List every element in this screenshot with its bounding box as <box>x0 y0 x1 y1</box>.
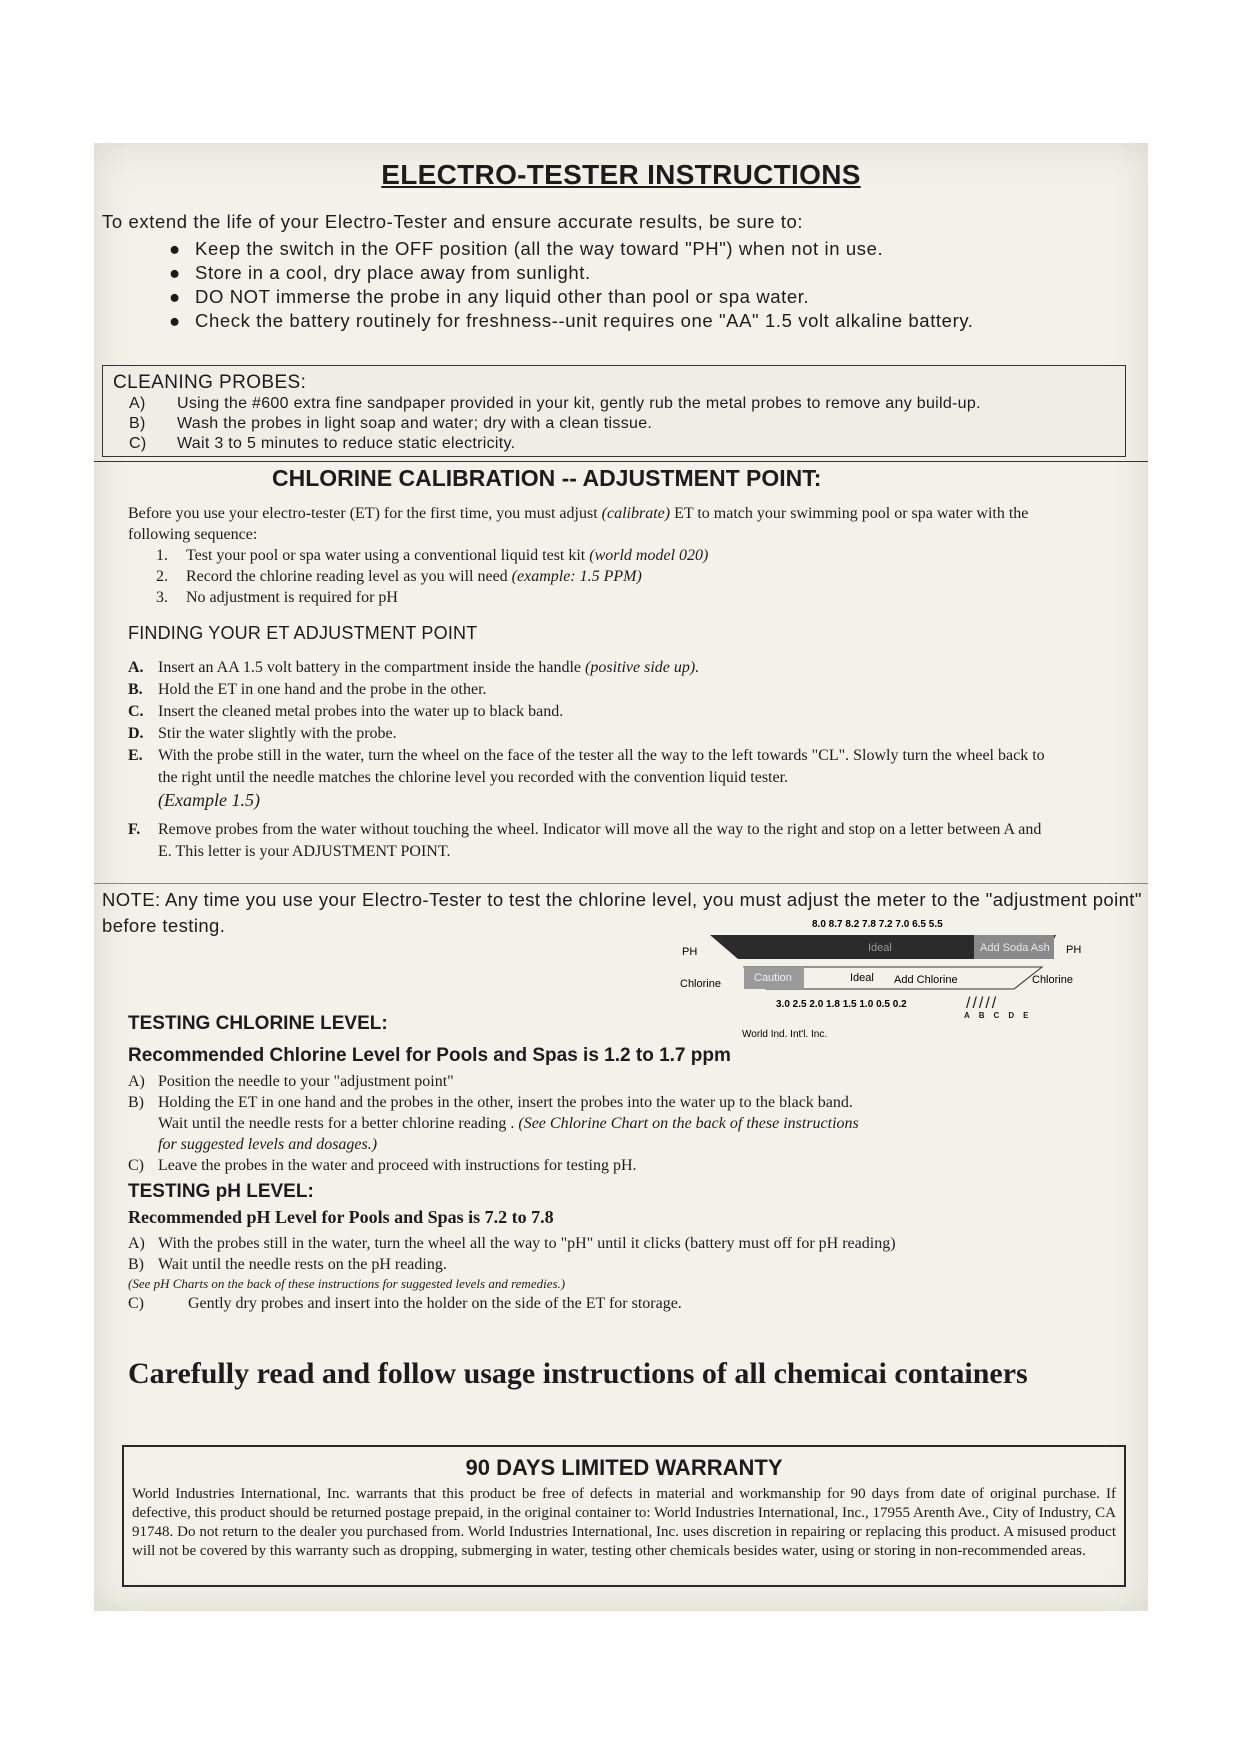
section-divider <box>94 883 1148 884</box>
bullet-icon: ● <box>169 286 181 307</box>
finding-steps <box>128 657 1048 863</box>
caution-text: Caution <box>754 972 792 984</box>
list-item: A. Insert an AA 1.5 volt battery in the compartment inside the handle (positive side up). <box>128 659 700 676</box>
meter-scale-diagram <box>654 911 1134 1051</box>
section-divider <box>94 461 1148 462</box>
instruction-sheet <box>94 143 1148 1611</box>
bullet-icon: ● <box>169 238 181 259</box>
add-chlorine-text: Add Chlorine <box>894 974 958 986</box>
list-item: B) Holding the ET in one hand and the probes in the other, insert the probes into the water up to the black band. <box>128 1094 853 1111</box>
care-bullets <box>169 237 974 333</box>
cleaning-title: CLEANING PROBES: <box>113 372 307 393</box>
calibration-title: CHLORINE CALIBRATION -- ADJUSTMENT POINT: <box>272 465 822 491</box>
adjustment-note: NOTE: Any time you use your Electro-Tester to test the chlorine level, you must adjust the meter to the "adjustment point" before testing. <box>102 889 1142 936</box>
list-item: E. With the probe still in the water, turn the wheel on the face of the tester all the way to the left towards "CL". Slowly turn the wheel back to the right until the needle matches the chlorine level you recorded with the convention liquid tester. (Example 1.5) <box>128 747 1045 810</box>
testing-ph-title: TESTING pH LEVEL: <box>128 1181 314 1202</box>
list-item: A) Using the #600 extra fine sandpaper provided in your kit, gently rub the metal probes to remove any build-up. <box>129 395 981 412</box>
ph-label-left: PH <box>682 946 698 958</box>
bullet-icon: ● <box>169 310 181 331</box>
warranty-title: 90 DAYS LIMITED WARRANTY <box>465 1455 783 1480</box>
ideal-text: Ideal <box>850 972 874 984</box>
chlorine-steps <box>128 1071 1028 1176</box>
list-item: 1. Test your pool or spa water using a conventional liquid test kit (world model 020) <box>156 547 709 564</box>
list-item: B. Hold the ET in one hand and the probe in the other. <box>128 681 487 698</box>
list-item: ● DO NOT immerse the probe in any liquid other than pool or spa water. <box>169 286 810 307</box>
chemical-warning: Carefully read and follow usage instructions of all chemicai containers <box>128 1357 1028 1390</box>
list-item: 2. Record the chlorine reading level as you will need (example: 1.5 PPM) <box>156 568 642 585</box>
ph-scale-values: 8.0 8.7 8.2 7.8 7.2 7.0 6.5 5.5 <box>812 919 943 930</box>
list-item: ● Store in a cool, dry place away from sunlight. <box>169 262 591 283</box>
chlorine-label-right: Chlorine <box>1032 974 1073 986</box>
list-item: D. Stir the water slightly with the probe. <box>128 725 397 742</box>
cleaning-probes-box <box>102 365 1126 457</box>
list-item: for suggested levels and dosages.) <box>158 1136 378 1153</box>
list-item: B) Wait until the needle rests on the pH reading. <box>128 1256 447 1273</box>
intro-text: To extend the life of your Electro-Tester and ensure accurate results, be sure to: <box>102 211 804 232</box>
ph-chart-note: (See pH Charts on the back of these instructions for suggested levels and remedies.) <box>128 1276 566 1291</box>
chlorine-recommendation: Recommended Chlorine Level for Pools and Spas is 1.2 to 1.7 ppm <box>128 1045 731 1066</box>
list-item: A) With the probes still in the water, turn the wheel all the way to "pH" until it clicks (battery must off for pH reading) <box>128 1235 896 1252</box>
adjustment-letters: ABCDE <box>964 1011 1038 1020</box>
chlorine-scale-values: 3.0 2.5 2.0 1.8 1.5 1.0 0.5 0.2 <box>776 999 907 1010</box>
ph-recommendation: Recommended pH Level for Pools and Spas is 7.2 to 7.8 <box>128 1207 554 1227</box>
ph-label-right: PH <box>1066 944 1082 956</box>
list-item: C. Insert the cleaned metal probes into the water up to black band. <box>128 703 564 720</box>
list-item: C) Leave the probes in the water and proceed with instructions for testing pH. <box>128 1157 637 1174</box>
list-item: 3. No adjustment is required for pH <box>156 589 398 606</box>
list-item: ● Check the battery routinely for freshness--unit requires one "AA" 1.5 volt alkaline battery. <box>169 310 974 331</box>
list-item: ● Keep the switch in the OFF position (all the way toward "PH") when not in use. <box>169 238 884 259</box>
calibration-intro: Before you use your electro-tester (ET) for the first time, you must adjust (calibrate) ET to match your swimming pool or spa water with the following sequence: <box>128 505 1029 543</box>
maker-label: World Ind. Int'l. Inc. <box>742 1029 828 1040</box>
list-item: F. Remove probes from the water without touching the wheel. Indicator will move all the way to the right and stop on a letter between A and E. This letter is your ADJUSTMENT POINT. <box>128 821 1042 860</box>
finding-title: FINDING YOUR ET ADJUSTMENT POINT <box>128 623 478 643</box>
list-item: Wait until the needle rests for a better chlorine reading . (See Chlorine Chart on the back of these instructions <box>158 1115 859 1132</box>
bullet-icon: ● <box>169 262 181 283</box>
chlorine-label-left: Chlorine <box>680 978 721 990</box>
list-item: A) Position the needle to your "adjustment point" <box>128 1073 454 1090</box>
page-title: ELECTRO-TESTER INSTRUCTIONS <box>381 159 861 190</box>
testing-chlorine-title: TESTING CHLORINE LEVEL: <box>128 1013 388 1034</box>
ph-steps <box>128 1233 1088 1314</box>
warranty-box <box>122 1445 1126 1587</box>
ph-zone-add: Add Soda Ash <box>980 942 1050 954</box>
list-item: C) Wait 3 to 5 minutes to reduce static electricity. <box>129 435 516 452</box>
adjustment-marks: ///// <box>966 995 999 1012</box>
ph-zone-ideal: Ideal <box>868 942 892 954</box>
list-item: B) Wash the probes in light soap and water; dry with a clean tissue. <box>129 415 653 432</box>
calibration-steps <box>156 545 708 608</box>
list-item: C) Gently dry probes and insert into the holder on the side of the ET for storage. <box>128 1295 682 1312</box>
warranty-body: World Industries International, Inc. warrants that this product be free of defects in material and workmanship for 90 days from date of original purchase. If defective, this product should be returned postage prepaid, in the original container to: World Industries International, Inc., 17955 Arenth Ave., City of Industry, CA 91748. Do not return to the dealer you purchased from. World Industries International, Inc. uses discretion in repairing or replacing this product. A misused product will not be covered by this warranty such as dropping, submerging in water, testing other chemicals besides water, using or storing in non-recommended areas. <box>132 1486 1116 1559</box>
